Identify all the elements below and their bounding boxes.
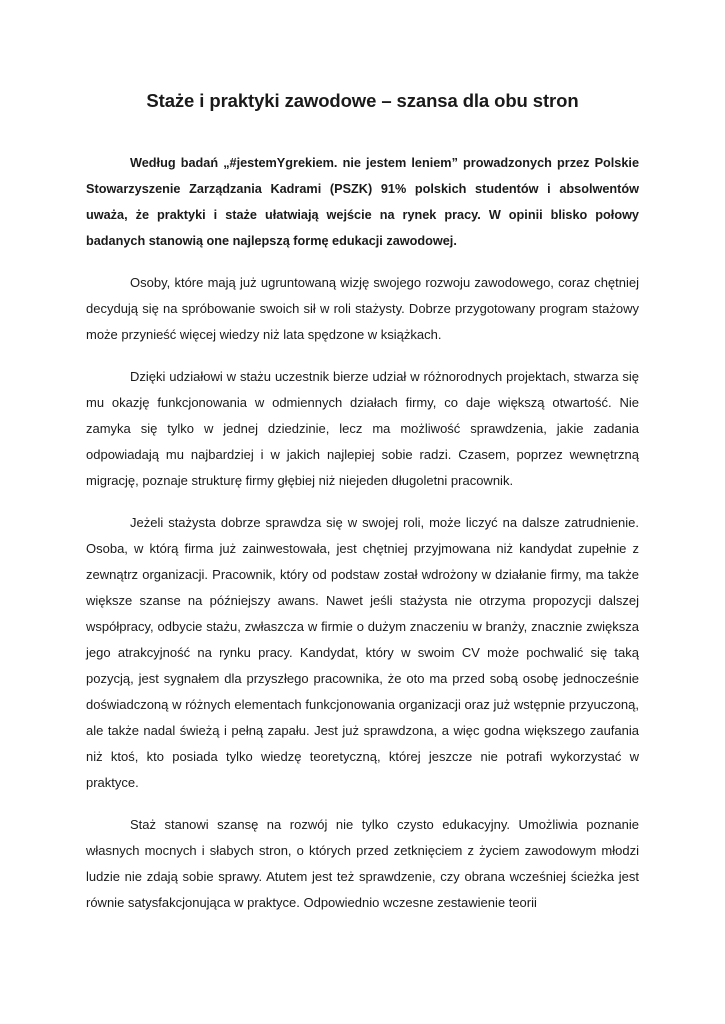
paragraph-5: Staż stanowi szansę na rozwój nie tylko czysto edukacyjny. Umożliwia poznanie własnych mocnych i słabych stron, o których przed zetknięciem z życiem zawodowym młodzi ludzie nie zdają sobie sprawy. Atutem jest też sprawdzenie, czy obrana wcześniej ścieżka jest równie satysfakcjonująca w praktyce. Odpowiednio wczesne zestawienie teorii [86, 817, 639, 910]
document-title: Staże i praktyki zawodowe – szansa dla obu stron [146, 90, 579, 111]
paragraph-2: Osoby, które mają już ugruntowaną wizję swojego rozwoju zawodowego, coraz chętniej decydują się na spróbowanie swoich sił w roli stażysty. Dobrze przygotowany program stażowy może przynieść więcej wiedzy niż lata spędzone w książkach. [86, 275, 639, 342]
paragraph-lead: Według badań „#jestemYgrekiem. nie jestem leniem” prowadzonych przez Polskie Stowarzyszenie Zarządzania Kadrami (PSZK) 91% polskich studentów i absolwentów uważa, że praktyki i staże ułatwiają wejście na rynek pracy. W opinii blisko połowy badanych stanowią one najlepszą formę edukacji zawodowej. [86, 156, 639, 248]
paragraph-3: Dzięki udziałowi w stażu uczestnik bierze udział w różnorodnych projektach, stwarza się mu okazję funkcjonowania w odmiennych działach firmy, co daje większą otwartość. Nie zamyka się tylko w jednej dziedzinie, lecz ma możliwość sprawdzenia, jakie zadania odpowiadają mu najbardziej i w jakich najlepiej sobie radzi. Czasem, poprzez wewnętrzną migrację, poznaje strukturę firmy głębiej niż niejeden długoletni pracownik. [86, 369, 639, 488]
paragraph-4: Jeżeli stażysta dobrze sprawdza się w swojej roli, może liczyć na dalsze zatrudnienie. Osoba, w którą firma już zainwestowała, jest chętniej przyjmowana niż kandydat zupełnie z zewnątrz organizacji. Pracownik, który od podstaw został wdrożony w działanie firmy, ma także większe szanse na późniejszy awans. Nawet jeśli stażysta nie otrzyma propozycji dalszej współpracy, odbycie stażu, zwłaszcza w firmie o dużym znaczeniu w branży, znacznie zwiększa jego atrakcyjność na rynku pracy. Kandydat, który w swoim CV może pochwalić się taką pozycją, jest sygnałem dla przyszłego pracownika, że oto ma przed sobą osobę jednocześnie doświadczoną w różnych elementach funkcjonowania organizacji oraz już wstępnie przyuczoną, ale także nadal świeżą i pełną zapału. Jest już sprawdzona, a więc godna większego zaufania niż ktoś, kto posiada tylko wiedzę teoretyczną, której jeszcze nie potrafi wykorzystać w praktyce. [86, 515, 639, 790]
document-body [86, 88, 639, 932]
